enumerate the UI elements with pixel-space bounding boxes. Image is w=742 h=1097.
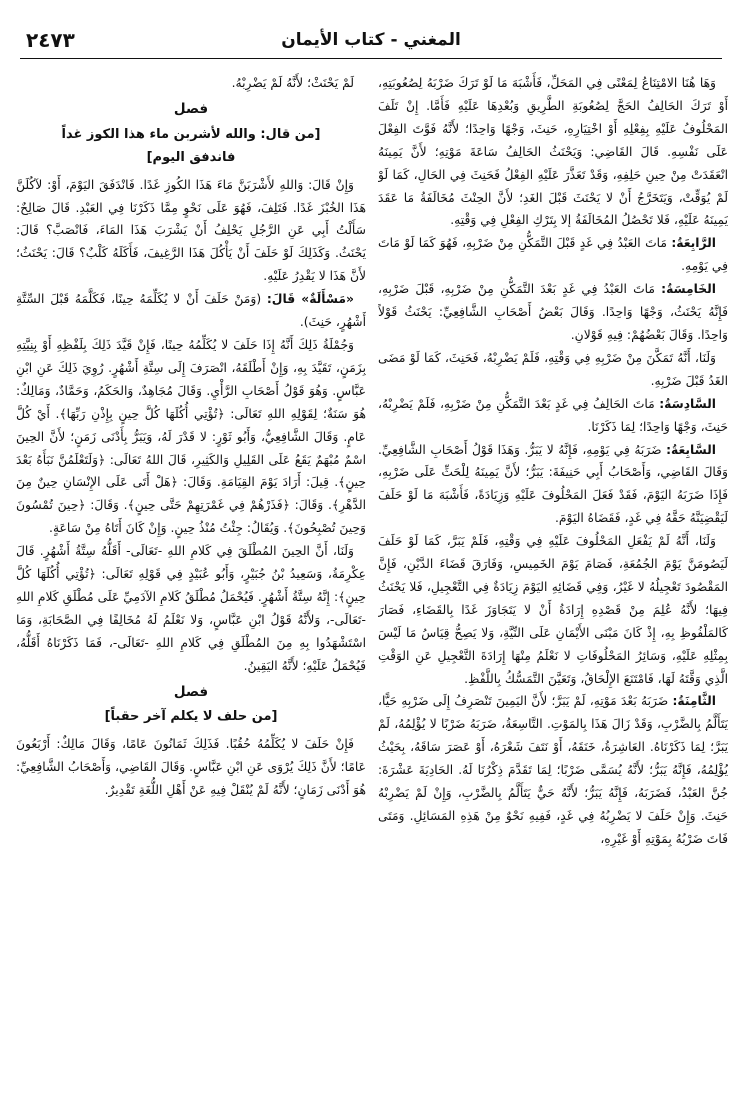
paragraph: وَإِنْ قَالَ: وَاللهِ لأَشْرَبَنَّ مَاءَ هَذَا الكُوزِ غَدًا. فَانْدَفَقَ اليَوْمَ، أَوْ: لآكُلَنَّ هَذَا الخُبْزَ غَدًا. فَتَلِفَ، فَهُوَ عَلَى نَحْوٍ مِمَّا ذَكَرْنَا فِي العَبْدِ. قَالَ صَالِحٌ: سَأَلْتُ أَبِي عَنِ الرَّجُلِ يَحْلِفُ أَنْ يَشْرَبَ هَذَا المَاءَ، فَانْصَبَّ؟ قَالَ: يَحْنَثُ. وَكَذَلِكَ لَوْ حَلَفَ أَنْ يَأْكُلَ هَذَا الرَّغِيفَ، فَأَكَلَهُ كَلْبٌ؟ قَالَ: يَحْنَثُ؛ لأَنَّ هَذَا لا يَقْدِرُ عَلَيْهِ. <box>16 177 366 284</box>
section-heading: فاندفق اليوم] <box>146 149 236 165</box>
page-number: ٢٤٧٣ <box>26 28 75 52</box>
running-title: المغني - كتاب الأيمان <box>281 30 461 50</box>
section-heading: [من حلف لا يكلم آخر حقباً] <box>104 709 278 725</box>
section-label: فصل <box>173 683 209 700</box>
paragraph: وَلَنَا، أَنَّهُ تَمَكَّنَ مِنْ ضَرْبِهِ فِي وَقْتِهِ، فَلَمْ يَضْرِبْهُ، فَحَنِثَ، كَمَا لَوْ مَضَى الغَدُ قَبْلَ ضَرْبِهِ. <box>378 350 728 388</box>
paragraph: وَلَنَا، أَنَّ الحِينَ المُطْلَقَ فِي كَلامِ اللهِ -تَعَالَى- أَقَلُّهُ سِتَّةُ أَشْهُرٍ. قَالَ عِكْرِمَةُ، وَسَعِيدُ بْنُ جُبَيْرٍ، وَأَبُو عُبَيْدٍ فِي قَوْلِهِ تَعَالَى: ﴿تُؤْتِي أُكُلَهَا كُلَّ حِينٍ﴾: إِنَّهُ سِتَّةُ أَشْهُرٍ. فَيُحْمَلُ مُطْلَقُ كَلامِ الآدَمِيِّ عَلَى مُطْلَقِ كَلامِ اللهِ -تَعَالَى-، وَلأَنَّهُ قَوْلُ ابْنِ عَبَّاسٍ، وَلا نَعْلَمُ لَهُ مُخَالِفًا فِي الصَّحَابَةِ، وَمَا اسْتَشْهَدُوا بِهِ مِنَ المُطْلَقِ فِي كَلامِ اللهِ -تَعَالَى-، فَمَا ذَكَرْنَاهُ أَقَلُّهُ، فَيُحْمَلُ عَلَيْهِ؛ لأَنَّهُ اليَقِينُ. <box>16 544 366 673</box>
page-header <box>20 28 722 59</box>
paragraph <box>16 288 366 334</box>
paragraph <box>378 393 728 439</box>
paragraph <box>378 278 728 347</box>
paragraph-text: مَاتَ الحَالِفُ فِي غَدٍ بَعْدَ التَّمَكُّنِ مِنْ ضَرْبِهِ، فَلَمْ يَضْرِبْهُ، حَنِثَ، وَجْهًا وَاحِدًا؛ لِمَا ذَكَرْنَا. <box>378 396 728 434</box>
paragraph <box>378 232 728 278</box>
paragraph: لَمْ يَحْنَثْ؛ لأَنَّهُ لَمْ يَضْرِبْهُ. <box>231 76 354 90</box>
section-heading: [من قال: والله لأشربن ماء هذا الكوز غداً <box>61 126 321 142</box>
right-column <box>378 72 728 1087</box>
masala-label: «مَسْأَلَةٌ» قَالَ: <box>266 292 354 307</box>
paragraph: فَإِنْ حَلَفَ لا يُكَلِّمُهُ حُقُبًا. فَذَلِكَ ثَمَانُونَ عَامًا، وَقَالَ مَالِكٌ: أَرْبَعُونَ عَامًا؛ لأَنَّ ذَلِكَ يُرْوَى عَنِ ابْنِ عَبَّاسٍ. وَقَالَ القَاضِي، وَأَصْحَابُ الشَّافِعِيِّ: هُوَ أَدْنَى زَمَانٍ؛ لأَنَّهُ لَمْ يُنْقَلْ فِيهِ عَنْ أَهْلِ اللُّغَةِ تَقْدِيرٌ. <box>16 737 366 798</box>
paragraph <box>378 439 728 531</box>
paragraph: وَهَا هُنَا الامْتِنَاعُ لِمَعْنًى فِي المَحَلِّ، فَأَشْبَهَ مَا لَوْ تَرَكَ ضَرْبَهُ لِصُعُوبَتِهِ، أَوْ تَرَكَ الحَالِفُ الحَجَّ لِصُعُوبَةِ الطَّرِيقِ وَبُعْدِهَا عَلَيْهِ فَأَمَّا. إِنْ تَلَفَ المَحْلُوفُ عَلَيْهِ بِفِعْلِهِ أَوْ اخْتِيَارِهِ، حَنِثَ، وَجْهًا وَاحِدًا؛ لأَنَّهُ فَوَّتَ الفِعْلَ عَلَى نَفْسِهِ. قَالَ القَاضِي: وَيَحْنَثُ الحَالِفُ سَاعَةَ مَوْتِهِ؛ لأَنَّ يَمِينَهُ انْعَقَدَتْ مِنْ حِينِ حَلِفِهِ، وَقَدْ تَعَذَّرَ عَلَيْهِ الفِعْلُ فَحَنِثَ فِي الحَالِ، كَمَا لَوْ لَمْ يُوَقِّتْ، وَيَتَخَرَّجُ أَنْ لا يَحْنَثَ قَبْلَ الغَدِ؛ لأَنَّ الحِنْثَ مُخَالَفَةُ مَا عَقَدَ يَمِينَهُ عَلَيْهِ، فَلا تَحْصُلُ المُخَالَفَةُ إلا بِتَرْكِ الفِعْلِ فِي وَقْتِهِ. <box>378 76 728 228</box>
paragraph <box>378 690 728 850</box>
left-column <box>16 72 366 1087</box>
case-label: الثَّامِنَةُ: <box>672 694 716 709</box>
case-label: الرَّابِعَةُ: <box>671 236 716 251</box>
paragraph-text: (وَمَنْ حَلَفَ أَنْ لا يُكَلِّمَهُ حِينًا، فَكَلَّمَهُ قَبْلَ السِّتَّةِ أَشْهُرٍ، حَنِثَ). <box>16 292 366 330</box>
paragraph-text: ضَرَبَهُ فِي يَوْمِهِ، فَإِنَّهُ لا يَبَرُّ. وَهَذَا قَوْلُ أَصْحَابِ الشَّافِعِيِّ. وَقَالَ القَاضِي، وَأَصْحَابُ أَبِي حَنِيفَةَ: يَبَرُّ؛ لأَنَّ يَمِينَهُ لِلْحَثِّ عَلَى ضَرْبِهِ، فَإِذَا ضَرَبَهُ اليَوْمَ، فَقَدْ فَعَلَ المَحْلُوفَ عَلَيْهِ وَزِيَادَةً، فَأَشْبَهَ مَا لَوْ حَلَفَ لَيَقْضِيَنَّهُ حَقَّهُ فِي غَدٍ، فَقَضَاهُ اليَوْمَ. <box>378 442 728 526</box>
case-label: السَّادِسَةُ: <box>659 396 716 411</box>
case-label: الخَامِسَةُ: <box>661 282 716 297</box>
paragraph-text: مَاتَ العَبْدُ فِي غَدٍ بَعْدَ التَّمَكُّنِ مِنْ ضَرْبِهِ، قَبْلَ ضَرْبِهِ، فَإِنَّهُ يَحْنَثُ، وَجْهًا وَاحِدًا. وَقَالَ بَعْضُ أَصْحَابِ الشَّافِعِيِّ: يَحْنَثُ قَوْلاً وَاحِدًا. وَقَالَ بَعْضُهُمْ: فِيهِ قَوْلانِ. <box>378 282 728 342</box>
paragraph: وَلَنَا، أَنَّهُ لَمْ يَفْعَلِ المَحْلُوفَ عَلَيْهِ فِي وَقْتِهِ، فَلَمْ يَبَرَّ، كَمَا لَوْ حَلَفَ لَيَصُومَنَّ يَوْمَ الجُمُعَةِ، فَصَامَ يَوْمَ الخَمِيسِ، وَفَارَقَ قَضَاءَ الدَّيْنِ، فَإِنَّ المَقْصُودَ تَعْجِيلُهُ لا غَيْرُ، وَفِي قَضَائِهِ اليَوْمَ زِيَادَةٌ فِي التَّعْجِيلِ، فَلا يَحْنَثُ فِيهَا؛ لأَنَّهُ عُلِمَ مِنْ قَصْدِهِ إِرَادَةُ أَنْ لا يَتَجَاوَزَ غَدًا بِالقَضَاءِ، فَصَارَ كَالمَلْفُوظِ بِهِ، إِذْ كَانَ مَبْنَى الأَيْمَانِ عَلَى النِّيَّةِ، وَلا يَصِحُّ قِيَاسُ مَا لَيْسَ بِمِثْلِهِ عَلَيْهِ، وَسَائِرُ المَحْلُوفَاتِ لا نَعْلَمُ مِنْهَا إِرَادَةَ التَّعْجِيلِ عَنِ الوَقْتِ الَّذِي وَقَّتَهُ لَهَا، فَامْتَنَعَ الإِلْحَاقُ، وَتَعَيَّنَ التَّمَسُّكُ بِاللَّفْظِ. <box>378 534 728 686</box>
paragraph-text: مَاتَ العَبْدُ فِي غَدٍ قَبْلَ التَّمَكُّنِ مِنْ ضَرْبِهِ، فَهُوَ كَمَا لَوْ مَاتَ فِي يَوْمِهِ. <box>378 236 728 274</box>
section-label: فصل <box>173 100 209 117</box>
paragraph-text: ضَرَبَهُ بَعْدَ مَوْتِهِ، لَمْ يَبَرَّ؛ لأَنَّ اليَمِينَ تَنْصَرِفُ إِلَى ضَرْبِهِ حَيًّا، يَتَأَلَّمُ بِالضَّرْبِ، وَقَدْ زَالَ هَذَا بِالمَوْتِ. التَّاسِعَةُ، ضَرَبَهُ ضَرْبًا لا يُؤْلِمُهُ، لَمْ يَبَرَّ؛ لِمَا ذَكَرْنَاهُ. العَاشِرَةُ، خَنَقَهُ، أَوْ نَتَفَ شَعْرَهُ، أَوْ عَصَرَ سَاقَهُ، بِحَيْثُ يُؤْلِمُهُ، فَإِنَّهُ يَبَرُّ؛ لأَنَّهُ يُسَمَّى ضَرْبًا؛ لِمَا تَقَدَّمَ ذِكْرُنَا لَهُ. الحَادِيَةَ عَشْرَةَ: جُنَّ العَبْدُ، فَضَرَبَهُ، فَإِنَّهُ يَبَرُّ؛ لأَنَّهُ حَيٌّ يَتَأَلَّمُ بِالضَّرْبِ، وَإِنْ لَمْ يَضْرِبْهُ حَنِثَ. وَإِنْ حَلَفَ لا يَضْرِبُهُ فِي غَدٍ، فَفِيهِ نَحْوٌ مِنْ هَذِهِ المَسَائِلِ. وَمَتَى فَاتَ ضَرْبُهُ بِمَوْتِهِ أَوْ غَيْرِهِ، <box>378 694 728 846</box>
paragraph: وَجُمْلَةُ ذَلِكَ أَنَّهُ إِذَا حَلَفَ لا يُكَلِّمُهُ حِينًا، فَإِنْ قَيَّدَ ذَلِكَ بِلَفْظِهِ أَوْ بِنِيَّتِهِ بِزَمَنٍ، تَقَيَّدَ بِهِ، وَإِنْ أَطْلَقَهُ، انْصَرَفَ إِلَى سِتَّةِ أَشْهُرٍ. رُوِيَ ذَلِكَ عَنِ ابْنِ عَبَّاسٍ. وَهُوَ قَوْلُ أَصْحَابِ الرَّأْيِ. وَقَالَ مُجَاهِدٌ، وَالحَكَمُ، وَحَمَّادٌ، وَمَالِكٌ: هُوَ سَنَةٌ؛ لِقَوْلِهِ اللهِ تَعَالَى: ﴿تُؤْتِي أُكُلَهَا كُلَّ حِينٍ بِإِذْنِ رَبِّهَا﴾. أَيْ كُلَّ عَامٍ. وَقَالَ الشَّافِعِيُّ، وَأَبُو ثَوْرٍ: لا قَدْرَ لَهُ، وَيَبَرُّ بِأَدْنَى زَمَنٍ؛ لأَنَّ الحِينَ اسْمٌ مُبْهَمٌ يَقَعُ عَلَى القَلِيلِ وَالكَثِيرِ، قَالَ اللهُ تَعَالَى: ﴿وَلَتَعْلَمُنَّ نَبَأَهُ بَعْدَ حِينٍ﴾. قِيلَ: أَرَادَ يَوْمَ القِيَامَةِ. وَقَالَ: ﴿هَلْ أَتَى عَلَى الإِنْسَانِ حِينٌ مِنَ الدَّهْرِ﴾. وَقَالَ: ﴿فَذَرْهُمْ فِي غَمْرَتِهِمْ حَتَّى حِينٍ﴾. وَقَالَ: ﴿حِينَ تُمْسُونَ وَحِينَ تُصْبِحُونَ﴾. وَيُقَالُ: جِئْتُ مُنْذُ حِينٍ. وَإِنْ كَانَ أَتَاهُ مِنْ سَاعَةٍ. <box>16 337 366 536</box>
case-label: السَّابِعَةُ: <box>666 442 716 457</box>
